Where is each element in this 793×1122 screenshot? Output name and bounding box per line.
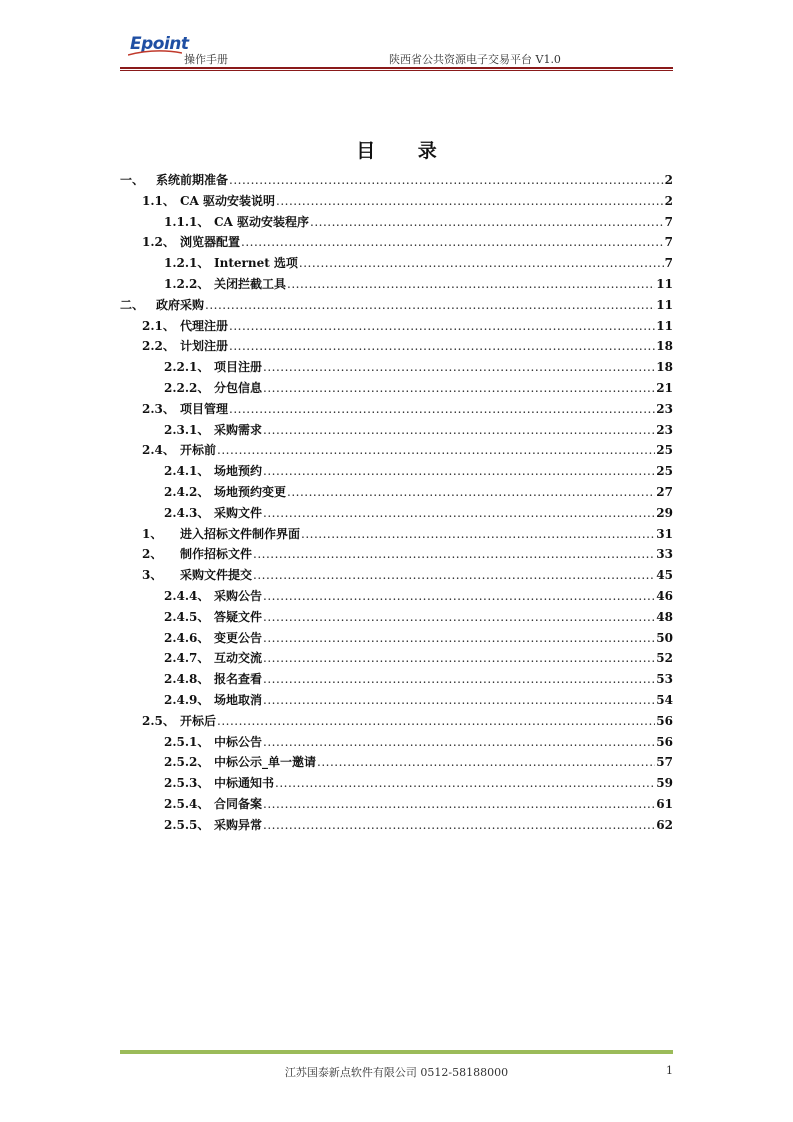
toc-entry-title: 中标通知书	[214, 776, 275, 791]
toc-entry[interactable]	[120, 773, 673, 794]
toc-leader-dots	[253, 565, 655, 586]
toc-entry[interactable]	[120, 191, 673, 212]
toc-entry-title: 中标公示_单一邀请	[214, 755, 317, 770]
toc-leader-dots	[217, 711, 655, 732]
toc-entry-title: 采购需求	[214, 422, 263, 437]
header-doc-title: 陕西省公共资源电子交易平台 V1.0	[389, 53, 561, 66]
toc-entry-number: 2.3.1、	[164, 422, 210, 437]
toc-entry[interactable]	[120, 503, 673, 524]
header-doc-type: 操作手册	[184, 53, 228, 66]
toc-entry-number: 2.4.8、	[164, 672, 210, 687]
toc-entry-page: 45	[656, 568, 673, 583]
toc-entry-page: 2	[664, 193, 673, 208]
toc-entry[interactable]	[120, 461, 673, 482]
toc-leader-dots	[287, 482, 655, 503]
toc-leader-dots	[263, 794, 655, 815]
toc-entry-title: 代理注册	[180, 318, 229, 333]
toc-entry-title: 采购文件提交	[180, 568, 253, 583]
toc-entry-number: 2.4.2、	[164, 484, 210, 499]
header-rule-thin	[120, 70, 673, 71]
toc-leader-dots	[263, 732, 655, 753]
toc-entry-page: 2	[664, 173, 673, 187]
toc-entry-title: 计划注册	[180, 339, 229, 354]
toc-entry[interactable]	[120, 752, 673, 773]
toc-title: 目 录	[356, 140, 455, 162]
toc-entry-page: 31	[656, 526, 673, 541]
toc-entry-title: 开标前	[180, 443, 217, 458]
toc-entry-number: 2.2.2、	[164, 380, 210, 395]
toc-entry-page: 50	[656, 630, 673, 645]
toc-entry-number: 2.2.1、	[164, 360, 210, 375]
toc-entry-title: 政府采购	[156, 297, 205, 312]
toc-leader-dots	[263, 586, 655, 607]
page-number: 1	[666, 1064, 673, 1077]
toc-leader-dots	[229, 316, 655, 337]
toc-entry[interactable]	[120, 482, 673, 503]
toc-entry-title: 关闭拦截工具	[214, 276, 287, 291]
toc-entry-title: 分包信息	[214, 380, 263, 395]
toc-leader-dots	[317, 752, 655, 773]
toc-leader-dots	[263, 461, 655, 482]
toc-entry[interactable]	[120, 648, 673, 669]
toc-leader-dots	[253, 544, 655, 565]
toc-entry-number: 2.4.7、	[164, 651, 210, 666]
toc-entry-title: 采购公告	[214, 588, 263, 603]
toc-entry-page: 46	[656, 588, 673, 603]
toc-entry-page: 18	[656, 339, 673, 354]
toc-entry-page: 61	[656, 796, 673, 811]
toc-entry[interactable]	[120, 586, 673, 607]
toc-entry-page: 21	[656, 380, 673, 395]
toc-entry-page: 56	[656, 734, 673, 749]
toc-entry[interactable]	[120, 628, 673, 649]
toc-leader-dots	[263, 420, 655, 441]
toc-entry-page: 7	[664, 214, 673, 229]
toc-entry[interactable]	[120, 690, 673, 711]
toc-entry-page: 11	[656, 297, 673, 312]
toc-entry-title: 答疑文件	[214, 609, 263, 624]
toc-leader-dots	[301, 524, 655, 545]
toc-leader-dots	[241, 232, 664, 253]
toc-entry-number: 2.4.5、	[164, 609, 210, 624]
page-header	[120, 32, 673, 74]
toc-entry-page: 7	[664, 235, 673, 250]
toc-entry-number: 2.2、	[142, 339, 175, 354]
toc-leader-dots	[276, 191, 664, 212]
toc-entry-page: 29	[656, 505, 673, 520]
footer-rule	[120, 1050, 673, 1054]
toc-leader-dots	[217, 440, 655, 461]
table-of-contents	[120, 170, 673, 836]
toc-entry[interactable]	[120, 253, 673, 274]
toc-entry-title: 进入招标文件制作界面	[180, 526, 301, 541]
toc-entry-title: CA 驱动安装程序	[214, 214, 310, 229]
toc-entry-title: 变更公告	[214, 630, 263, 645]
toc-entry[interactable]	[120, 336, 673, 357]
toc-entry-page: 7	[664, 256, 673, 271]
toc-entry-title: 采购文件	[214, 505, 263, 520]
header-rule	[120, 67, 673, 69]
toc-entry[interactable]	[120, 399, 673, 420]
toc-entry-page: 23	[656, 422, 673, 437]
toc-entry-title: 场地预约变更	[214, 484, 287, 499]
epoint-logo: Epoint	[130, 34, 189, 54]
toc-entry-title: 系统前期准备	[156, 173, 229, 187]
toc-entry-number: 1.1、	[142, 193, 175, 208]
toc-entry-number: 2.5.2、	[164, 755, 210, 770]
toc-entry-number: 2.4.6、	[164, 630, 210, 645]
toc-entry-page: 25	[656, 464, 673, 479]
toc-entry-number: 2.4.4、	[164, 588, 210, 603]
toc-entry-title: 中标公告	[214, 734, 263, 749]
toc-entry-page: 33	[656, 547, 673, 562]
toc-entry[interactable]	[120, 274, 673, 295]
logo-swoosh-icon	[128, 50, 182, 56]
toc-entry-number: 2.1、	[142, 318, 175, 333]
toc-entry[interactable]	[120, 212, 673, 233]
toc-entry-number: 1.2.1、	[164, 256, 210, 271]
toc-entry-title: Internet 选项	[214, 256, 298, 271]
toc-entry-number: 1、	[142, 526, 163, 541]
toc-entry-title: 报名查看	[214, 672, 263, 687]
toc-entry-title: 项目注册	[214, 360, 263, 375]
toc-leader-dots	[205, 295, 655, 316]
toc-entry-title: 采购异常	[214, 817, 263, 832]
toc-entry-number: 2.5.4、	[164, 796, 210, 811]
toc-entry-number: 2.5.3、	[164, 776, 210, 791]
toc-leader-dots	[229, 336, 655, 357]
toc-entry[interactable]	[120, 524, 673, 545]
toc-entry-number: 1.2、	[142, 235, 175, 250]
toc-entry-title: CA 驱动安装说明	[180, 193, 276, 208]
toc-entry[interactable]	[120, 565, 673, 586]
toc-leader-dots	[287, 274, 655, 295]
toc-entry[interactable]	[120, 711, 673, 732]
toc-entry[interactable]	[120, 232, 673, 253]
toc-entry[interactable]	[120, 378, 673, 399]
toc-entry-page: 11	[656, 276, 673, 291]
toc-entry-page: 23	[656, 401, 673, 416]
toc-entry-page: 52	[656, 651, 673, 666]
toc-leader-dots	[263, 669, 655, 690]
toc-leader-dots	[263, 648, 655, 669]
toc-leader-dots	[229, 170, 664, 191]
toc-entry-number: 2.5.1、	[164, 734, 210, 749]
toc-entry-title: 场地取消	[214, 692, 263, 707]
toc-entry[interactable]	[120, 607, 673, 628]
toc-leader-dots	[263, 378, 655, 399]
toc-entry-title: 项目管理	[180, 401, 229, 416]
page-footer	[120, 1050, 673, 1090]
toc-entry-page: 25	[656, 443, 673, 458]
toc-entry-page: 11	[656, 318, 673, 333]
toc-entry-page: 62	[656, 817, 673, 832]
toc-entry-number: 3、	[142, 568, 163, 583]
toc-entry[interactable]	[120, 170, 673, 191]
toc-entry-number: 2.3、	[142, 401, 175, 416]
toc-entry[interactable]	[120, 794, 673, 815]
toc-entry[interactable]	[120, 357, 673, 378]
toc-leader-dots	[263, 357, 655, 378]
toc-entry-number: 2.4、	[142, 443, 175, 458]
toc-entry-title: 合同备案	[214, 796, 263, 811]
toc-entry-number: 2.4.1、	[164, 464, 210, 479]
toc-leader-dots	[263, 607, 655, 628]
toc-entry-title: 互动交流	[214, 651, 263, 666]
toc-entry-number: 2.4.9、	[164, 692, 210, 707]
toc-entry-page: 27	[656, 484, 673, 499]
toc-leader-dots	[263, 690, 655, 711]
toc-entry[interactable]	[120, 440, 673, 461]
toc-entry[interactable]	[120, 732, 673, 753]
toc-entry-number: 1.2.2、	[164, 276, 210, 291]
toc-entry-page: 54	[656, 692, 673, 707]
toc-leader-dots	[299, 253, 664, 274]
toc-entry[interactable]	[120, 544, 673, 565]
toc-entry[interactable]	[120, 316, 673, 337]
toc-entry-title: 场地预约	[214, 464, 263, 479]
toc-entry[interactable]	[120, 295, 673, 316]
toc-entry-number: 1.1.1、	[164, 214, 210, 229]
toc-leader-dots	[263, 628, 655, 649]
toc-entry-number: 2.4.3、	[164, 505, 210, 520]
toc-leader-dots	[263, 815, 655, 836]
toc-leader-dots	[275, 773, 655, 794]
toc-entry[interactable]	[120, 815, 673, 836]
toc-entry-title: 制作招标文件	[180, 547, 253, 562]
toc-entry-title: 浏览器配置	[180, 235, 241, 250]
toc-entry-number: 2、	[142, 547, 163, 562]
toc-entry[interactable]	[120, 669, 673, 690]
toc-entry-number: 2.5.5、	[164, 817, 210, 832]
toc-entry[interactable]	[120, 420, 673, 441]
toc-entry-number: 2.5、	[142, 713, 175, 728]
toc-leader-dots	[263, 503, 655, 524]
toc-entry-page: 48	[656, 609, 673, 624]
toc-entry-title: 开标后	[180, 713, 217, 728]
toc-entry-number: 二、	[120, 297, 145, 312]
toc-entry-page: 56	[656, 713, 673, 728]
toc-leader-dots	[310, 212, 664, 233]
toc-entry-number: 一、	[120, 173, 145, 187]
toc-entry-page: 18	[656, 360, 673, 375]
toc-entry-page: 53	[656, 672, 673, 687]
toc-entry-page: 57	[656, 755, 673, 770]
toc-leader-dots	[229, 399, 655, 420]
toc-entry-page: 59	[656, 776, 673, 791]
footer-company: 江苏国泰新点软件有限公司 0512-58188000	[284, 1066, 509, 1079]
